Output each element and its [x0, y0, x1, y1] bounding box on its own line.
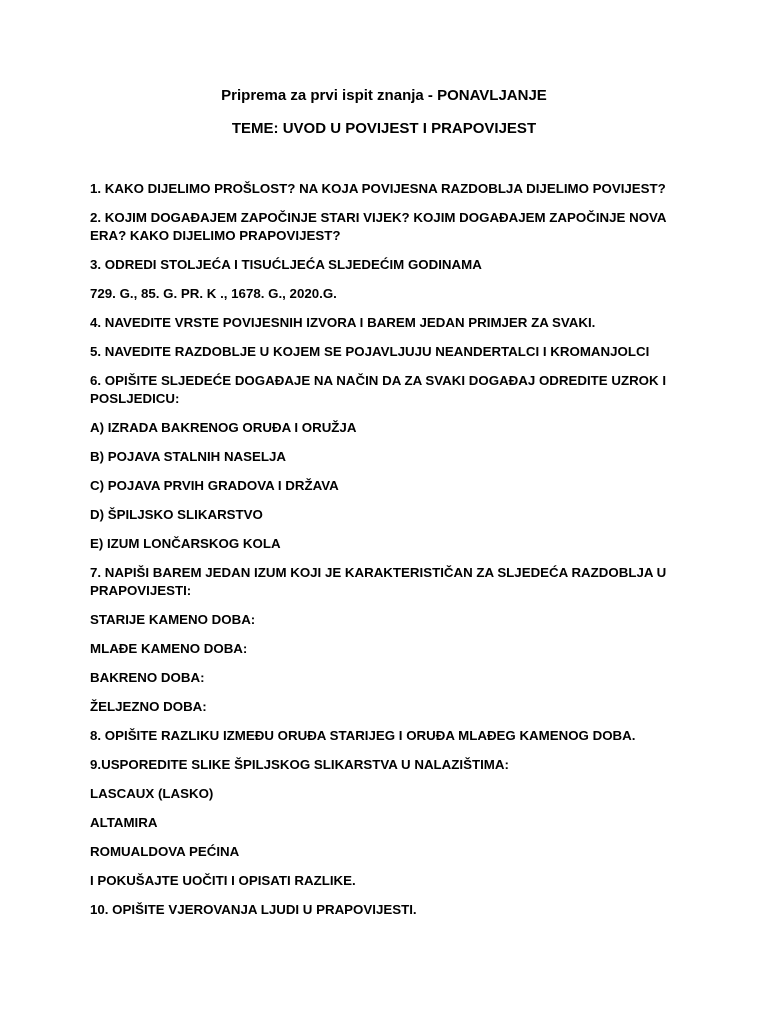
question-2: 2. KOJIM DOGAĐAJEM ZAPOČINJE STARI VIJEK? KOJIM DOGAĐAJEM ZAPOČINJE NOVA ERA? KAKO DIJELIMO PRAPOVIJEST?	[90, 210, 667, 243]
question-9-instruction: I POKUŠAJTE UOČITI I OPISATI RAZLIKE.	[90, 873, 356, 888]
question-1: 1. KAKO DIJELIMO PROŠLOST? NA KOJA POVIJESNA RAZDOBLJA DIJELIMO POVIJEST?	[90, 181, 666, 196]
question-4: 4. NAVEDITE VRSTE POVIJESNIH IZVORA I BAREM JEDAN PRIMJER ZA SVAKI.	[90, 315, 596, 330]
question-7-item-3: BAKRENO DOBA:	[90, 670, 205, 685]
question-7-item-2: MLAĐE KAMENO DOBA:	[90, 641, 248, 656]
question-9-site-1: LASCAUX (LASKO)	[90, 786, 214, 801]
document-title: Priprema za prvi ispit znanja - PONAVLJANJE	[221, 87, 547, 104]
question-3: 3. ODREDI STOLJEĆA I TISUĆLJEĆA SLJEDEĆIM GODINAMA	[90, 257, 482, 272]
question-7-item-1: STARIJE KAMENO DOBA:	[90, 612, 256, 627]
question-8: 8. OPIŠITE RAZLIKU IZMEĐU ORUĐA STARIJEG I ORUĐA MLAĐEG KAMENOG DOBA.	[90, 728, 636, 743]
question-6-item-e: E) IZUM LONČARSKOG KOLA	[90, 536, 281, 551]
question-list	[90, 180, 690, 930]
question-9-site-3: ROMUALDOVA PEĆINA	[90, 844, 240, 859]
question-6-item-b: B) POJAVA STALNIH NASELJA	[90, 449, 287, 464]
question-3-years: 729. G., 85. G. PR. K ., 1678. G., 2020.G.	[90, 286, 337, 301]
question-6: 6. OPIŠITE SLJEDEĆE DOGAĐAJE NA NAČIN DA ZA SVAKI DOGAĐAJ ODREDITE UZROK I POSLJEDICU:	[90, 373, 667, 406]
question-10: 10. OPIŠITE VJEROVANJA LJUDI U PRAPOVIJESTI.	[90, 902, 417, 917]
question-9-site-2: ALTAMIRA	[90, 815, 158, 830]
question-5: 5. NAVEDITE RAZDOBLJE U KOJEM SE POJAVLJUJU NEANDERTALCI I KROMANJOLCI	[90, 344, 650, 359]
question-9: 9.USPOREDITE SLIKE ŠPILJSKOG SLIKARSTVA U NALAZIŠTIMA:	[90, 757, 509, 772]
question-6-item-d: D) ŠPILJSKO SLIKARSTVO	[90, 507, 263, 522]
question-6-item-c: C) POJAVA PRVIH GRADOVA I DRŽAVA	[90, 478, 339, 493]
question-6-item-a: A) IZRADA BAKRENOG ORUĐA I ORUŽJA	[90, 420, 357, 435]
document-subtitle: TEME: UVOD U POVIJEST I PRAPOVIJEST	[231, 120, 537, 137]
question-7: 7. NAPIŠI BAREM JEDAN IZUM KOJI JE KARAKTERISTIČAN ZA SLJEDEĆA RAZDOBLJA U PRAPOVIJESTI:	[90, 565, 667, 598]
question-7-item-4: ŽELJEZNO DOBA:	[90, 699, 207, 714]
